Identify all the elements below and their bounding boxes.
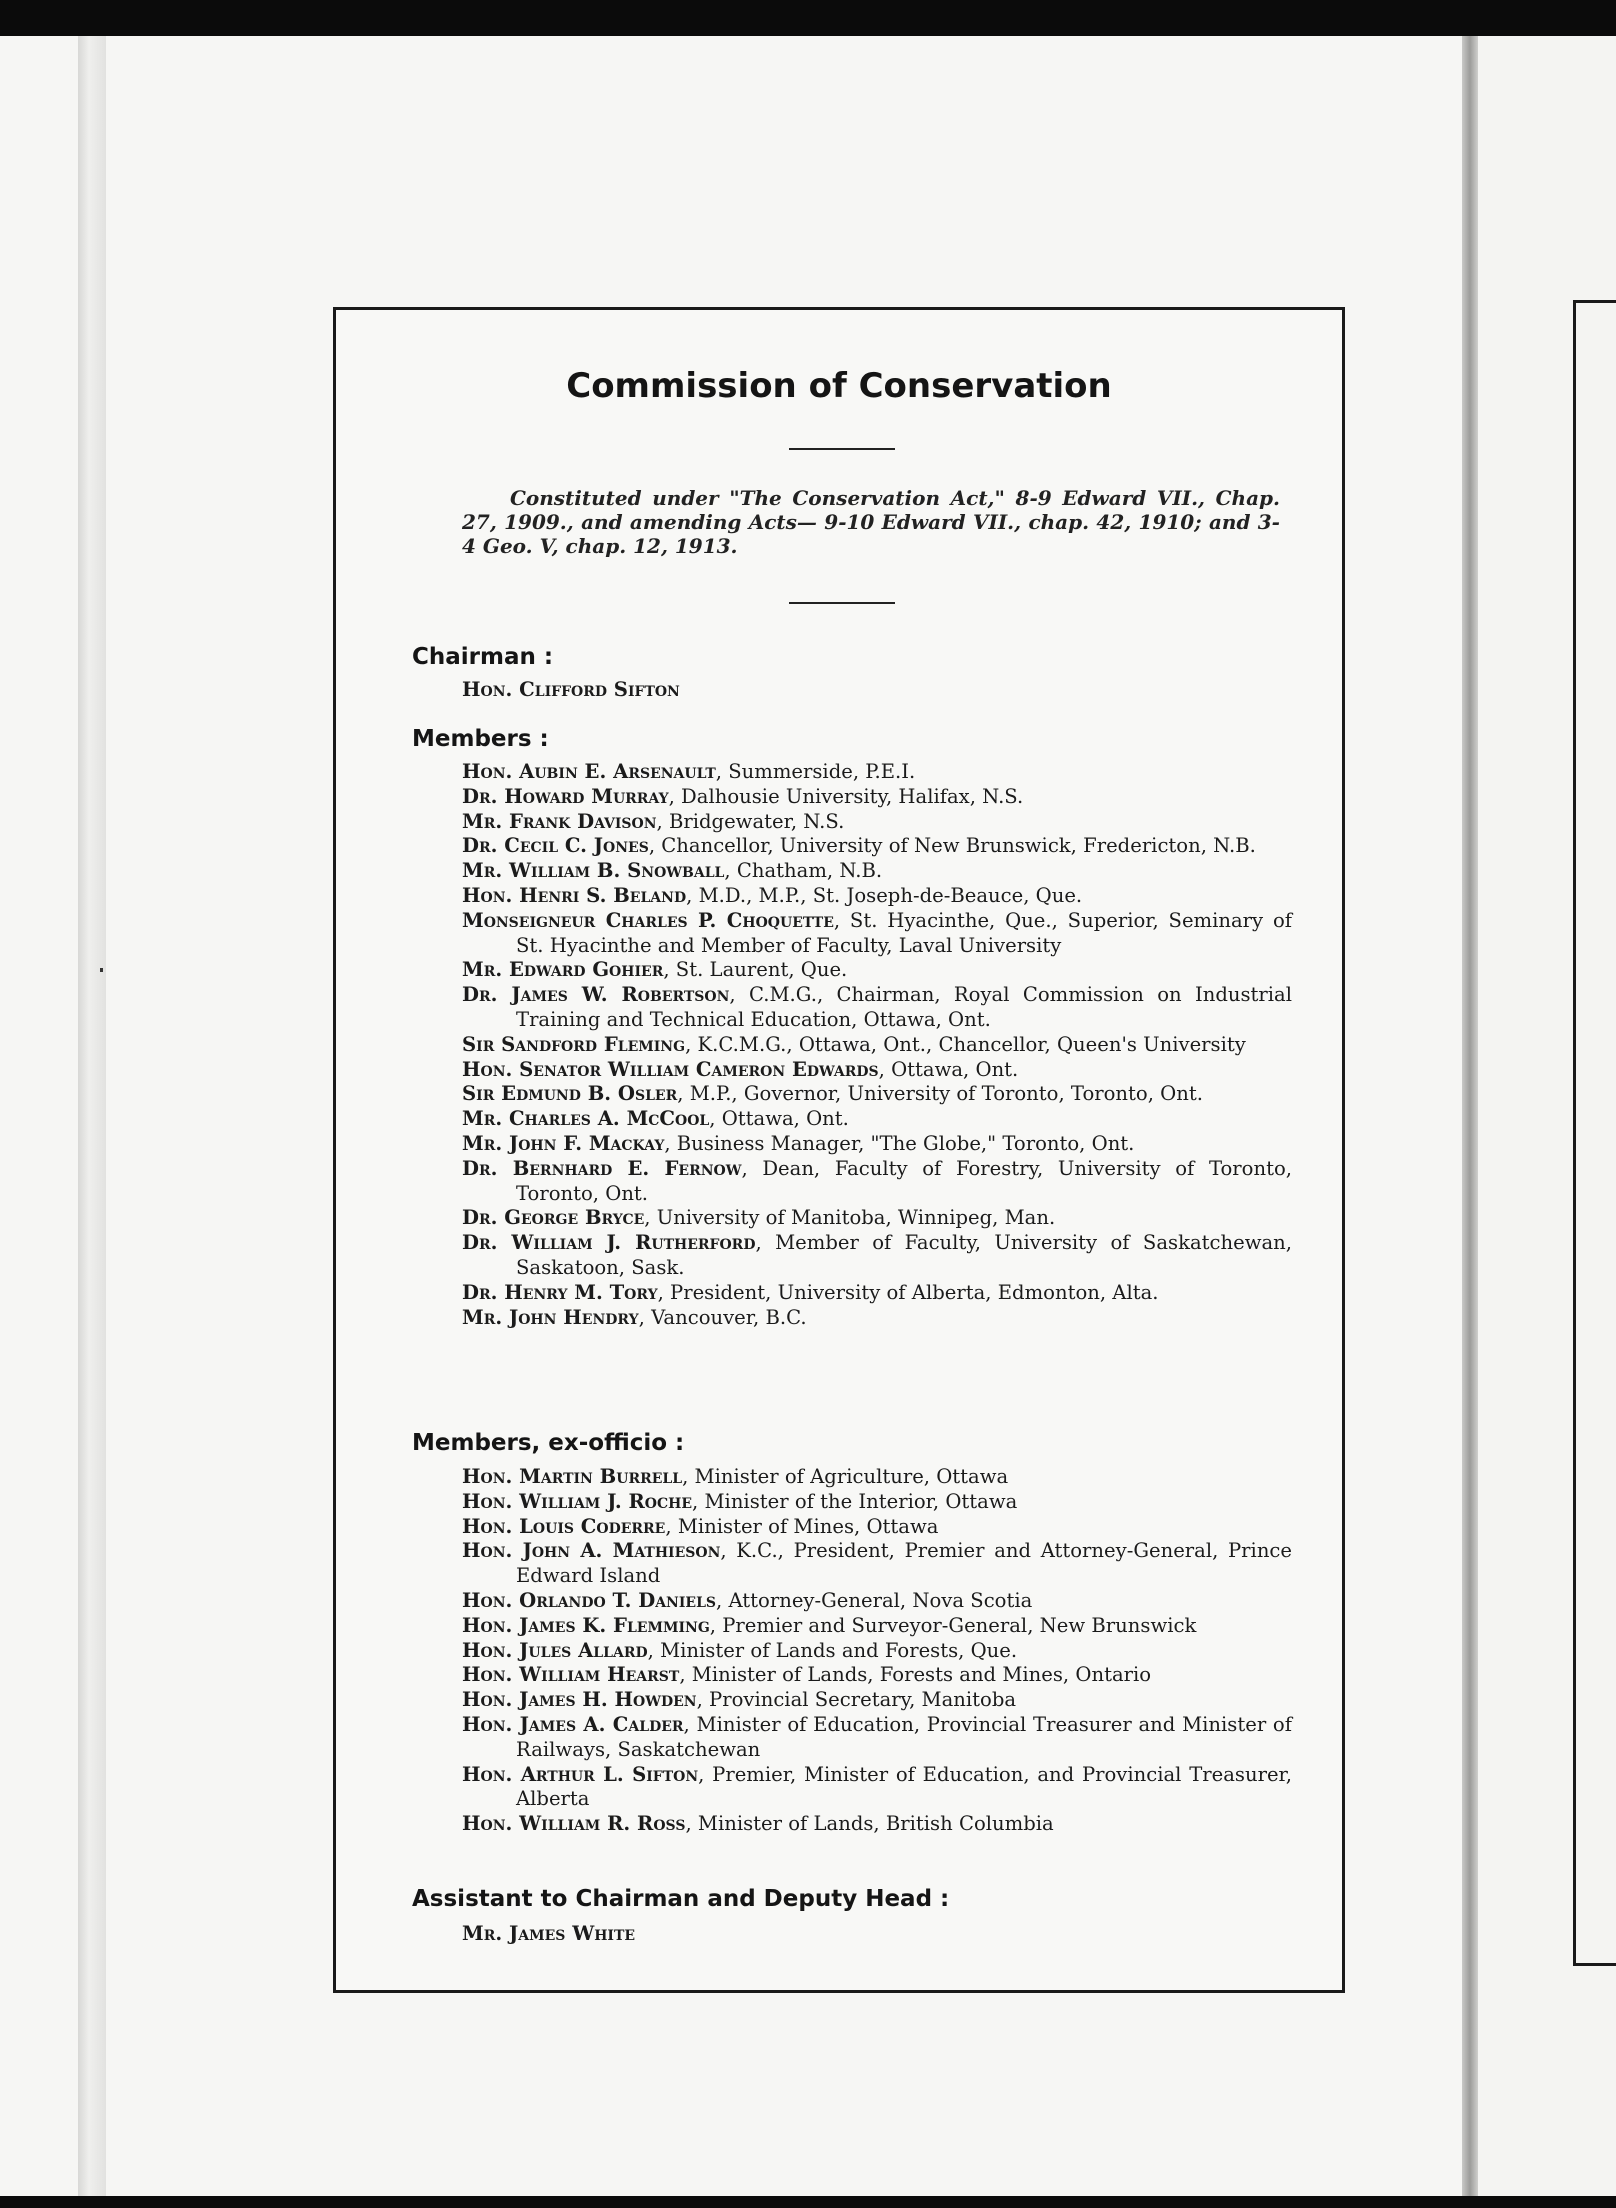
entry-name: Hon. Henri S. Beland <box>462 883 687 907</box>
facing-page-frame <box>1573 300 1616 1966</box>
list-item <box>462 1058 1292 1083</box>
entry-detail: , K.C., President, Premier and Attorney-General, Prince Edward Island <box>516 1539 1293 1588</box>
entry-name: Hon. James K. Flemming <box>462 1613 710 1637</box>
entry-name: Mr. Edward Gohier <box>462 958 664 982</box>
entry-detail: , President, University of Alberta, Edmonton, Alta. <box>657 1280 1159 1304</box>
list-item <box>462 1922 1292 1947</box>
scan-top-border <box>0 0 1616 36</box>
entry-name: Sir Sandford Fleming <box>462 1032 686 1056</box>
list-item <box>462 1763 1292 1813</box>
entry-name: Dr. Bernhard E. Fernow <box>462 1156 742 1180</box>
entry-name: Dr. George Bryce <box>462 1206 645 1230</box>
entry-detail: , Minister of Lands, Forests and Mines, Ontario <box>679 1663 1152 1687</box>
entry-detail: , University of Manitoba, Winnipeg, Man. <box>644 1206 1056 1230</box>
list-item <box>462 1639 1292 1664</box>
entry-detail: , St. Laurent, Que. <box>663 958 848 982</box>
entry-name: Hon. Arthur L. Sifton <box>462 1762 699 1786</box>
list-item <box>462 1157 1292 1207</box>
entry-detail: , C.M.G., Chairman, Royal Commission on Industrial Training and Technical Education, Ottawa, Ont. <box>516 983 1292 1031</box>
list-item <box>462 1663 1292 1688</box>
entry-name: Dr. Henry M. Tory <box>462 1280 658 1304</box>
list-item <box>462 1107 1292 1132</box>
entry-name: Mr. John F. Mackay <box>462 1131 665 1155</box>
entry-detail: , Ottawa, Ont. <box>878 1057 1019 1081</box>
list-item <box>462 1306 1292 1331</box>
entry-name: Dr. Cecil C. Jones <box>462 834 649 858</box>
entry-detail: , Minister of Lands, British Columbia <box>685 1812 1054 1836</box>
entry-name: Monseigneur Charles P. Choquette <box>462 908 834 932</box>
entry-name: Hon. William J. Roche <box>462 1489 693 1513</box>
entry-name: Mr. Charles A. McCool <box>462 1107 710 1131</box>
ex-officio-list <box>462 1465 1292 1837</box>
entry-detail: , Attorney-General, Nova Scotia <box>716 1588 1033 1612</box>
entry-name: Hon. Senator William Cameron Edwards <box>462 1057 879 1081</box>
section-heading-assistant: Assistant to Chairman and Deputy Head : <box>412 1886 950 1912</box>
list-item <box>462 1614 1292 1639</box>
entry-detail: , Premier and Surveyor-General, New Brunswick <box>709 1613 1197 1637</box>
list-item <box>462 1281 1292 1306</box>
document-frame <box>333 307 1345 1993</box>
list-item <box>462 909 1292 959</box>
entry-name: Sir Edmund B. Osler <box>462 1082 678 1106</box>
entry-detail: , Ottawa, Ont. <box>709 1107 849 1131</box>
list-item <box>462 1231 1292 1281</box>
entry-detail: , St. Hyacinthe, Que., Superior, Seminary of St. Hyacinthe and Member of Faculty, Laval University <box>516 908 1292 957</box>
entry-name: Hon. Jules Allard <box>462 1638 648 1662</box>
page-gutter-shadow <box>1462 36 1478 2196</box>
entry-detail: , Chancellor, University of New Brunswick, Fredericton, N.B. <box>648 834 1256 858</box>
constitution-note: Constituted under "The Conservation Act," 8-9 Edward VII., Chap. 27, 1909., and amending Acts— 9-10 Edward VII., chap. 42, 1910; and 3-4 Geo. V, chap. 12, 1913. <box>462 486 1280 558</box>
list-item <box>462 1465 1292 1490</box>
entry-name: Hon. James H. Howden <box>462 1688 697 1712</box>
subtitle-divider <box>789 602 895 604</box>
entry-name: Hon. William Hearst <box>462 1663 680 1687</box>
entry-detail: , K.C.M.G., Ottawa, Ont., Chancellor, Queen's University <box>685 1032 1246 1056</box>
list-item <box>462 859 1292 884</box>
entry-detail: , M.P., Governor, University of Toronto, Toronto, Ont. <box>677 1082 1203 1106</box>
entry-name: Mr. John Hendry <box>462 1305 639 1329</box>
members-list <box>462 760 1292 1330</box>
entry-name: Hon. Louis Coderre <box>462 1514 666 1538</box>
list-item <box>462 1539 1292 1589</box>
entry-detail: , Provincial Secretary, Manitoba <box>696 1688 1017 1712</box>
entry-name: Mr. Frank Davison <box>462 809 657 833</box>
entry-name: Hon. John A. Mathieson <box>462 1539 721 1563</box>
list-item <box>462 785 1292 810</box>
list-item <box>462 1589 1292 1614</box>
chairman-list <box>462 678 1292 703</box>
section-heading-members: Members : <box>412 726 549 752</box>
list-item <box>462 810 1292 835</box>
list-item <box>462 760 1292 785</box>
list-item <box>462 958 1292 983</box>
document-title: Commission of Conservation <box>566 366 1112 406</box>
list-item <box>462 1033 1292 1058</box>
entry-detail: , Minister of the Interior, Ottawa <box>692 1489 1018 1513</box>
list-item <box>462 1132 1292 1157</box>
entry-name: Hon. Orlando T. Daniels <box>462 1588 717 1612</box>
entry-detail: , Minister of Education, Provincial Treasurer and Minister of Railways, Saskatchewan <box>516 1712 1292 1761</box>
entry-name: Dr. William J. Rutherford <box>462 1231 756 1255</box>
entry-detail: , Member of Faculty, University of Saskatchewan, Saskatoon, Sask. <box>516 1231 1292 1279</box>
list-item <box>462 884 1292 909</box>
title-divider <box>789 448 895 450</box>
entry-detail: , Summerside, P.E.I. <box>715 760 916 783</box>
entry-name: Dr. James W. Robertson <box>462 983 730 1007</box>
page-spine-shadow <box>78 36 106 2196</box>
entry-name: Hon. William R. Ross <box>462 1812 686 1836</box>
entry-detail: , Business Manager, "The Globe," Toronto, Ont. <box>664 1131 1135 1155</box>
list-item <box>462 1515 1292 1540</box>
entry-name: Hon. James A. Calder <box>462 1712 684 1736</box>
list-item <box>462 1206 1292 1231</box>
entry-detail: , Vancouver, B.C. <box>638 1305 807 1329</box>
entry-name: Mr. James White <box>462 1922 636 1945</box>
list-item <box>462 983 1292 1033</box>
section-heading-chairman: Chairman : <box>412 644 554 670</box>
list-item <box>462 1713 1292 1763</box>
entry-detail: , M.D., M.P., St. Joseph-de-Beauce, Que. <box>686 883 1083 907</box>
list-item <box>462 1812 1292 1837</box>
list-item <box>462 678 1292 703</box>
entry-name: Hon. Martin Burrell <box>462 1465 683 1488</box>
list-item <box>462 834 1292 859</box>
section-heading-ex-officio: Members, ex-officio : <box>412 1430 685 1456</box>
list-item <box>462 1082 1292 1107</box>
entry-name: Hon. Clifford Sifton <box>462 678 680 701</box>
entry-detail: , Minister of Lands and Forests, Que. <box>647 1638 1018 1662</box>
entry-detail: , Premier, Minister of Education, and Provincial Treasurer, Alberta <box>516 1762 1292 1811</box>
entry-name: Mr. William B. Snowball <box>462 859 725 883</box>
assistant-list <box>462 1922 1292 1947</box>
entry-detail: , Minister of Agriculture, Ottawa <box>682 1465 1009 1488</box>
entry-detail: , Minister of Mines, Ottawa <box>665 1514 939 1538</box>
scan-bottom-border <box>0 2196 1616 2208</box>
entry-detail: , Dalhousie University, Halifax, N.S. <box>668 784 1024 808</box>
scan-speck <box>100 968 103 972</box>
entry-name: Dr. Howard Murray <box>462 784 669 808</box>
list-item <box>462 1688 1292 1713</box>
entry-detail: , Chatham, N.B. <box>724 859 883 883</box>
entry-detail: , Bridgewater, N.S. <box>656 809 845 833</box>
entry-name: Hon. Aubin E. Arsenault <box>462 760 716 783</box>
entry-detail: , Dean, Faculty of Forestry, University of Toronto, Toronto, Ont. <box>516 1156 1292 1205</box>
list-item <box>462 1490 1292 1515</box>
